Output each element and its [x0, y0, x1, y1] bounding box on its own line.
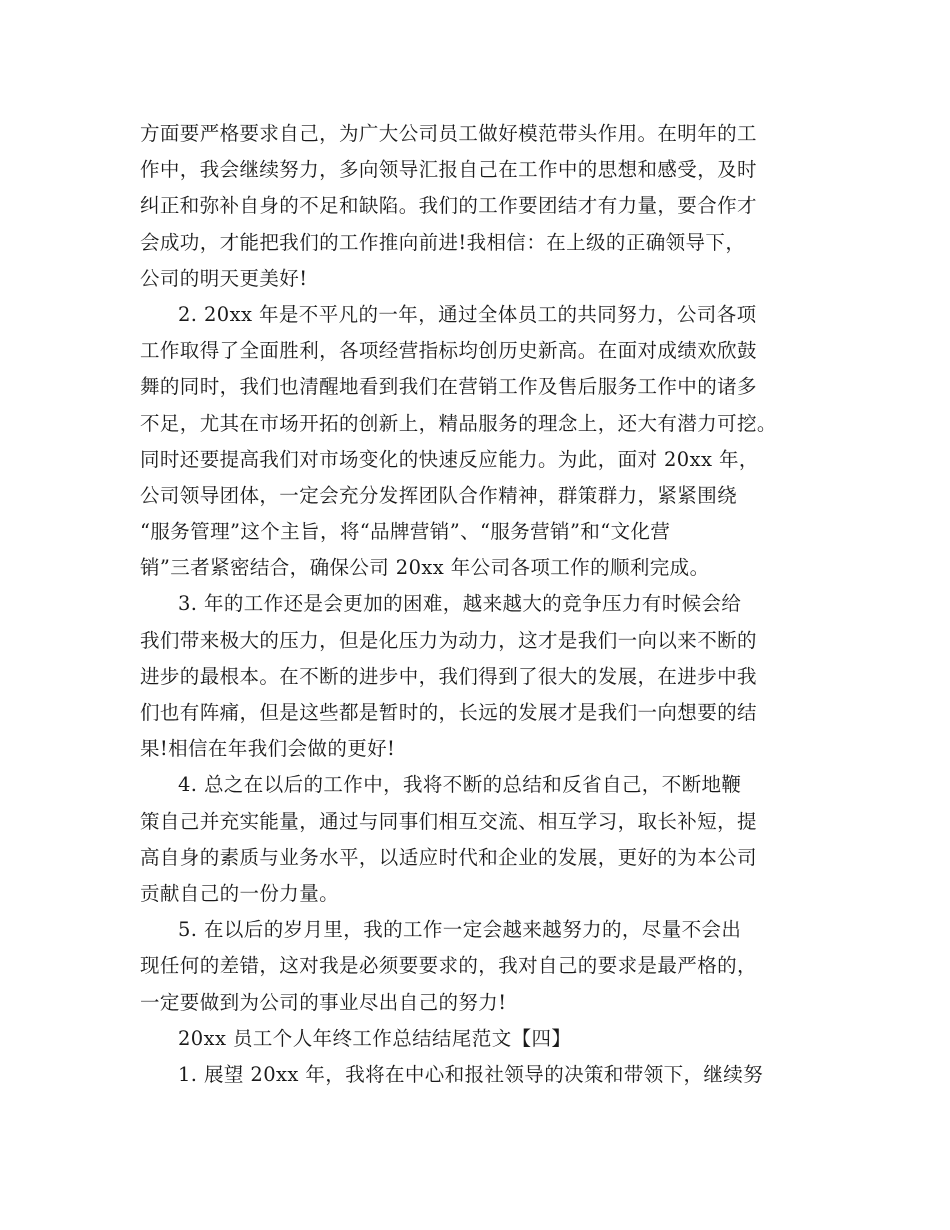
text-line: 不足，尤其在市场开拓的创新上，精品服务的理念上，还大有潜力可挖。 [140, 411, 777, 435]
text-line: 2. 20xx 年是不平凡的一年，通过全体员工的共同努力，公司各项 [178, 302, 757, 326]
text-line: 现任何的差错，这对我是必须要要求的，我对自己的要求是最严格的， [140, 954, 757, 978]
text-line: 一定要做到为公司的事业尽出自己的努力! [140, 990, 507, 1014]
text-line: 销”三者紧密结合，确保公司 20xx 年公司各项工作的顺利完成。 [140, 556, 710, 580]
text-line: 工作取得了全面胜利，各项经营指标均创历史新高。在面对成绩欢欣鼓 [140, 339, 757, 363]
text-line: 策自己并充实能量，通过与同事们相互交流、相互学习，取长补短，提 [140, 809, 757, 833]
document-body [140, 116, 840, 1093]
text-line: 公司领导团体，一定会充分发挥团队合作精神，群策群力，紧紧围绕 [140, 483, 738, 507]
text-line: 高自身的素质与业务水平，以适应时代和企业的发展，更好的为本公司 [140, 845, 757, 869]
text-line: 3. 年的工作还是会更加的困难，越来越大的竞争压力有时候会给 [178, 592, 742, 616]
text-line: 1. 展望 20xx 年，我将在中心和报社领导的决策和带领下，继续努 [178, 1062, 764, 1086]
text-line: 作中，我会继续努力，多向领导汇报自己在工作中的思想和感受，及时 [140, 158, 757, 182]
text-line: 公司的明天更美好! [140, 266, 308, 290]
text-line: “服务管理”这个主旨，将“品牌营销”、“服务营销”和“文化营 [140, 520, 671, 544]
text-line: 我们带来极大的压力，但是化压力为动力，这才是我们一向以来不断的 [140, 628, 757, 652]
text-line: 5. 在以后的岁月里，我的工作一定会越来越努力的，尽量不会出 [178, 918, 742, 942]
text-line: 4. 总之在以后的工作中，我将不断的总结和反省自己，不断地鞭 [178, 773, 742, 797]
text-line: 纠正和弥补自身的不足和缺陷。我们的工作要团结才有力量，要合作才 [140, 194, 757, 218]
text-line: 们也有阵痛，但是这些都是暂时的，长远的发展才是我们一向想要的结 [140, 701, 757, 724]
text-line: 进步的最根本。在不断的进步中，我们得到了很大的发展，在进步中我 [140, 664, 757, 688]
text-line: 20xx 员工个人年终工作总结结尾范文【四】 [178, 1026, 572, 1050]
text-line: 方面要严格要求自己，为广大公司员工做好模范带头作用。在明年的工 [140, 122, 757, 145]
text-line: 果!相信在年我们会做的更好! [140, 737, 396, 761]
text-line: 会成功，才能把我们的工作推向前进!我相信：在上级的正确领导下， [140, 230, 746, 254]
text-line: 同时还要提高我们对市场变化的快速反应能力。为此，面对 20xx 年， [140, 447, 759, 471]
text-line: 贡献自己的一份力量。 [140, 881, 340, 905]
text-line: 舞的同时，我们也清醒地看到我们在营销工作及售后服务工作中的诸多 [140, 375, 757, 399]
